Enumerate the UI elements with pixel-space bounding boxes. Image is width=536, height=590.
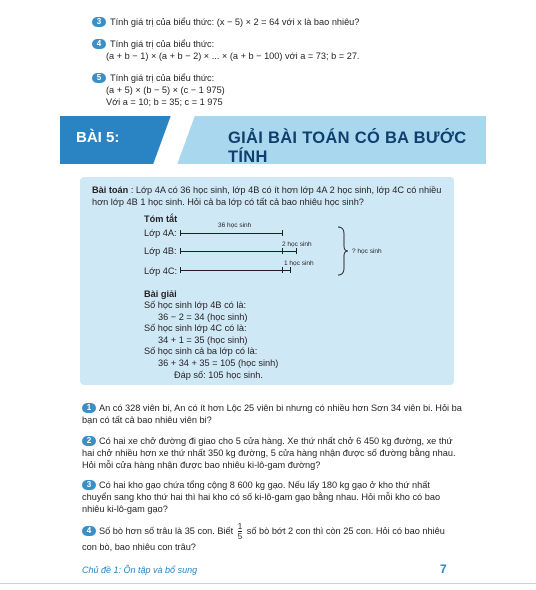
solution-line: 34 + 1 = 35 (học sinh)	[158, 335, 248, 345]
problem-label: Bài toán	[92, 185, 129, 195]
example-box	[80, 177, 454, 385]
solution-line: Số học sinh lớp 4B có là:	[144, 300, 247, 310]
exercise-text: Tính giá trị của biểu thức:	[110, 73, 215, 83]
exercise-text: Có hai xe chở đường đi giao cho 5 cửa hàng. Xe thứ nhất chở 6 450 kg đường, xe thứ hai chở nhiều hơn xe thứ nhất 350 kg đường, 5 cửa hàng nhận được số đường bằng nhau. Hỏi mỗi cửa hàng nhận được bao nhiêu ki-lô-gam đường?	[82, 436, 456, 470]
solution-line: 36 − 2 = 34 (học sinh)	[158, 312, 248, 322]
exercise-number-badge: 4	[82, 526, 96, 536]
lesson-number: BÀI 5:	[76, 129, 120, 146]
exercise-text: An có 328 viên bi, An có ít hơn Lộc 25 viên bi nhưng có nhiều hơn Sơn 34 viên bi. Hỏi ba bạn có tất cả bao nhiêu viên bi?	[82, 403, 462, 425]
exercise-text: Tính giá trị của biểu thức:	[110, 39, 215, 49]
exercise-text: Có hai kho gạo chứa tổng cộng 8 600 kg gạo. Nếu lấy 180 kg gạo ở kho thứ nhất chuyển sang kho thứ hai thì hai kho có số ki-lô-gam gạo bằng nhau. Hỏi mỗi kho có bao nhiêu ki-lô-gam gạo?	[82, 480, 441, 514]
exercise-text: Tính giá trị của biểu thức: (x − 5) × 2 = 64 với x là bao nhiêu?	[110, 17, 360, 27]
exercise-number-badge: 3	[82, 480, 96, 490]
problem-statement	[92, 184, 450, 208]
solution-heading: Bài giải	[144, 289, 177, 299]
lesson-title: GIẢI BÀI TOÁN CÓ BA BƯỚC TÍNH	[228, 129, 467, 164]
segment-label-1-4c: 1 học sinh	[284, 260, 314, 267]
summary-heading: Tóm tắt	[144, 214, 178, 224]
exercise-number-badge: 1	[82, 403, 96, 413]
exercise-3-bottom	[82, 479, 462, 515]
exercise-1	[82, 402, 462, 426]
exercise-4-bottom	[82, 522, 462, 553]
row-label-4a: Lớp 4A:	[144, 228, 177, 238]
exercise-5-expression: (a + 5) × (b − 5) × (c − 1 975)	[106, 85, 225, 95]
exercise-number-badge: 4	[92, 39, 106, 49]
exercise-4	[92, 38, 214, 50]
segment-4a	[180, 233, 282, 234]
solution-line: 36 + 34 + 35 = 105 (học sinh)	[158, 358, 279, 368]
exercise-text-part2: số bò bớt 2 con thì còn 25 con. Hỏi có bao nhiêu con bò, bao nhiêu con trâu?	[82, 525, 445, 552]
exercise-number-badge: 5	[92, 73, 106, 83]
exercise-number-badge: 2	[82, 436, 96, 446]
segment-label-36: 36 học sinh	[218, 222, 252, 229]
exercise-number-badge: 3	[92, 17, 106, 27]
exercise-4-expression: (a + b − 1) × (a + b − 2) × ... × (a + b − 100) với a = 73; b = 27.	[106, 51, 360, 61]
lesson-banner	[60, 116, 486, 164]
fraction-one-fifth: $\frac{1}{5}$	[237, 522, 243, 541]
solution-line: Số học sinh lớp 4C có là:	[144, 323, 247, 333]
exercise-text-part1: Số bò hơn số trâu là 35 con. Biết	[99, 525, 236, 536]
footer-divider	[0, 583, 536, 584]
segment-4b	[180, 251, 296, 252]
exercise-2	[82, 435, 462, 471]
answer-line: Đáp số: 105 học sinh.	[174, 370, 263, 380]
row-label-4c: Lớp 4C:	[144, 266, 178, 276]
solution-line: Số học sinh cả ba lớp có là:	[144, 346, 258, 356]
problem-text: : Lớp 4A có 36 học sinh, lớp 4B có ít hơn lớp 4A 2 học sinh, lớp 4C có nhiều hơn lớp 4B 1 học sinh. Hỏi cả ba lớp có tất cả bao nhiêu học sinh?	[92, 185, 442, 207]
exercise-5-values: Với a = 10; b = 35; c = 1 975	[106, 97, 223, 107]
segment-4c	[180, 270, 290, 271]
page-number: 7	[440, 562, 447, 576]
total-label: ? học sinh	[352, 248, 382, 255]
total-brace	[336, 226, 350, 276]
exercise-5	[92, 72, 214, 84]
segment-label-2-4b: 2 học sinh	[282, 241, 312, 248]
exercise-3	[92, 16, 359, 28]
chapter-footer: Chủ đề 1: Ôn tập và bổ sung	[82, 565, 198, 575]
row-label-4b: Lớp 4B:	[144, 246, 177, 256]
